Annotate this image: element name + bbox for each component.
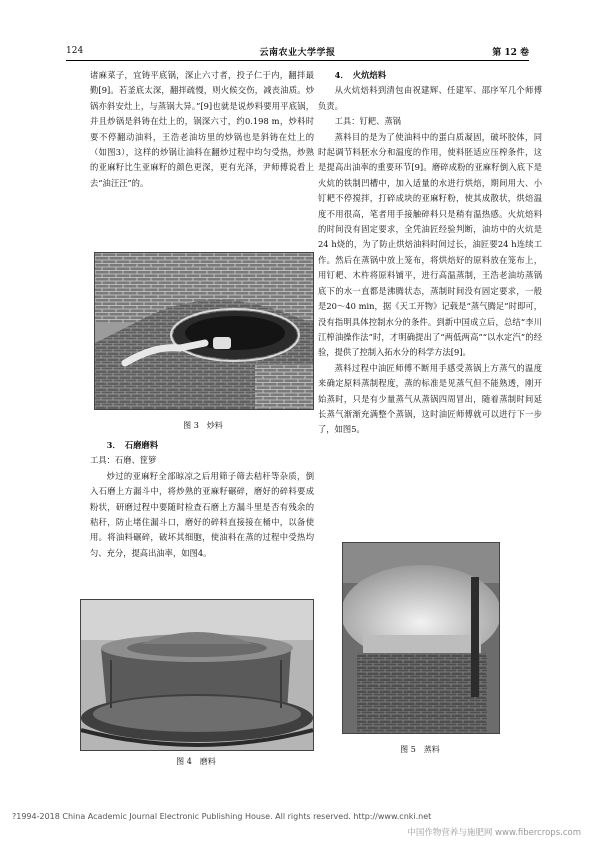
figure-4-caption: 图 4 磨料: [176, 757, 216, 766]
copyright-footer: ?1994-2018 China Academic Journal Electronic Publishing House. All rights reserved. http://www.cnki.net: [12, 812, 432, 821]
figure-3-image: [94, 252, 314, 410]
left-column-section3: [90, 438, 314, 561]
figure-5-image: [342, 542, 500, 734]
section-3-paragraph: 炒过的亚麻籽全部晾凉之后用筛子筛去秸秆等杂质，倒入石磨上方漏斗中，将炒熟的亚麻籽碾碎，磨好的碎料要成粉状，研磨过程中要随时检查石磨上方漏斗里是否有残余的秸秆，防止堵住漏斗口，磨好的碎料直接接在桶中，以备使用。将油料碾碎，破坏其细胞，使油料在蒸的过程中受热均匀、充分，提高出油率，如图4。: [90, 470, 314, 558]
section-4-paragraph-1: 蒸料目的是为了使油料中的蛋白质凝固，破坏胶体，同时起调节料胚水分和温度的作用，使料胚适应压榨条件，这是提高出油率的重要环节[9]。磨碎成粉的亚麻籽倒入底下是火炕的铁制凹槽中，加入适量的水进行烘焙，期间用大、小钉耙不停搅拌，打碎成块的亚麻籽粉，使其成散状，烘焙温度不用很高，笔者用手接触碎料只是稍有温热感。火炕焙料的时间没有固定要求，全凭油匠经验判断，油坊中的火炕是24 h烧的，为了防止烘焙油料时间过长，油匠要24 h连续工作。然后在蒸锅中放上笼布，将烘焙好的原料放在笼布上，用钉耙、木杵将原料铺平，进行高温蒸制，王浩老油坊蒸锅底下的水一直都是沸腾状态，蒸制时间没有固定要求，一般是20～40 min，据《天工开物》记载是“蒸气腾足”时即可，没有指明具体控制水分的条件。到新中国成立后，总结“李川江榨油操作法”时，才明确提出了“两低两高”“以水定汽”的经验，提供了控制入拓水分的科学方法[9]。: [318, 131, 542, 358]
section-3-title: 3． 石磨磨料: [106, 440, 158, 450]
section-4-tools: 工具：钉耙、蒸锅: [334, 116, 401, 127]
page-number: 124: [66, 46, 84, 56]
page-header: [66, 44, 529, 61]
figure-4-image: [80, 599, 314, 751]
section-4-paragraph-2: 蒸料过程中油匠师傅不断用手感受蒸锅上方蒸气的温度来确定原料蒸制程度，蒸的标准是见蒸气但不能熟透，刚开始蒸时，只是有少量蒸气从蒸锅四周冒出，随着蒸制时间延长蒸气渐渐充满整个蒸锅，这时油匠师傅就可以进行下一步了，如图5。: [318, 362, 542, 435]
steaming-pot-photo-icon: [343, 543, 499, 733]
section-3-tools: 工具：石磨、筐箩: [90, 455, 157, 466]
figure-3-caption: 图 3 炒料: [183, 421, 223, 430]
left-column: [90, 68, 314, 191]
section-4-source: 从火炕焙料到清包由祝建辉、任建军、邵序军几个师傅负责。: [318, 85, 542, 111]
figure-5-caption: 图 5 蒸料: [400, 745, 440, 754]
section-4-title: 4． 火炕焙料: [334, 70, 386, 80]
millstone-photo-icon: [81, 600, 313, 750]
stove-photo-icon: [95, 253, 313, 409]
continued-paragraph: 诸麻菜子，宜铸平底锅，深止六寸者，投子仁于内，翻拌最勤[9]。若釜底太深，翻拌疏慢，则火候交伤，减丧油质。炒锅亦斜安灶上，与蒸锅大异。”[9]也就是说炒料要用平底锅，并且炒锅是斜铸在灶上的，锅深六寸，约0.198 m，炒料时要不停翻动油料，王浩老油坊里的炒锅也是斜铸在灶上的（如图3），这样的炒锅让油料在翻炒过程中均匀受热，炒熟的亚麻籽比生亚麻籽的颜色更深，更有光泽，尹师傅说看上去“油汪汪”的。: [90, 70, 314, 188]
right-column: [318, 68, 542, 438]
watermark-text: 中国作物营养与施肥网 www.fibercrops.com: [407, 828, 581, 838]
journal-title: 云南农业大学学报: [259, 48, 336, 58]
volume-label: 第 12 卷: [492, 48, 529, 58]
